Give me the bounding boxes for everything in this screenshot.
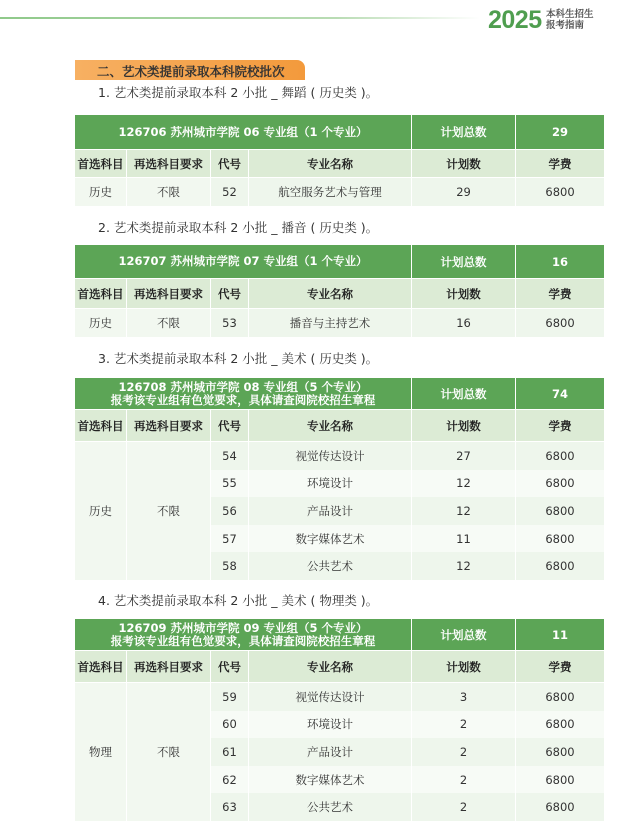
section-title: 二、艺术类提前录取本科院校批次 — [97, 64, 285, 79]
group-header-row — [75, 619, 604, 651]
major-name-cell: 环境设计 — [249, 711, 411, 739]
header-rule — [0, 17, 480, 19]
tuition-cell: 6800 — [516, 178, 604, 206]
plan-total-value: 11 — [516, 619, 604, 651]
group-title — [75, 115, 411, 150]
code-cell: 54 — [211, 442, 248, 470]
table-row — [75, 442, 604, 470]
group-table — [74, 619, 605, 821]
tuition-cell: 6800 — [516, 552, 604, 580]
plan-count-cell: 2 — [412, 766, 515, 794]
column-header: 学费 — [516, 279, 604, 309]
tuition-cell: 6800 — [516, 683, 604, 711]
group-title-line: 报考该专业组有色觉要求，具体请查阅院校招生章程 — [110, 633, 376, 648]
column-header-row — [75, 279, 604, 309]
group-title — [75, 619, 411, 651]
major-name-cell: 环境设计 — [249, 470, 411, 498]
plan-count-cell: 12 — [412, 552, 515, 580]
plan-count-cell: 29 — [412, 178, 515, 206]
column-header: 专业名称 — [249, 150, 411, 178]
tuition-cell: 6800 — [516, 738, 604, 766]
column-header: 学费 — [516, 410, 604, 442]
requirement-cell: 不限 — [127, 442, 210, 580]
major-name-cell: 公共艺术 — [249, 793, 411, 821]
subject-cell: 历史 — [75, 442, 126, 580]
column-header: 学费 — [516, 651, 604, 683]
subject-cell: 物理 — [75, 683, 126, 821]
column-header: 首选科目 — [75, 279, 126, 309]
tuition-cell: 6800 — [516, 497, 604, 525]
guide-subtitle — [546, 9, 594, 31]
plan-count-cell: 2 — [412, 738, 515, 766]
group-header-row — [75, 115, 604, 150]
group-table — [74, 115, 605, 206]
plan-count-cell: 12 — [412, 497, 515, 525]
code-cell: 52 — [211, 178, 248, 206]
column-header-row — [75, 651, 604, 683]
requirement-cell: 不限 — [127, 178, 210, 206]
tuition-cell: 6800 — [516, 309, 604, 337]
column-header: 首选科目 — [75, 410, 126, 442]
column-header: 计划数 — [412, 150, 515, 178]
group-title — [75, 245, 411, 279]
plan-total-value: 16 — [516, 245, 604, 279]
requirement-cell: 不限 — [127, 683, 210, 821]
group-title-line: 126709 苏州城市学院 09 专业组（5 个专业） — [118, 620, 368, 635]
plan-total-label: 计划总数 — [412, 619, 515, 651]
column-header: 再选科目要求 — [127, 279, 210, 309]
code-cell: 53 — [211, 309, 248, 337]
tuition-cell: 6800 — [516, 711, 604, 739]
column-header: 专业名称 — [249, 279, 411, 309]
code-cell: 60 — [211, 711, 248, 739]
column-header: 代号 — [211, 279, 248, 309]
table-row — [75, 178, 604, 206]
plan-count-cell: 11 — [412, 525, 515, 553]
group-heading: 1. 艺术类提前录取本科 2 小批 _ 舞蹈 ( 历史类 )。 — [98, 85, 379, 100]
subtitle-line: 报考指南 — [546, 20, 585, 31]
column-header: 首选科目 — [75, 651, 126, 683]
code-cell: 63 — [211, 793, 248, 821]
column-header: 再选科目要求 — [127, 150, 210, 178]
section-banner — [75, 60, 305, 80]
group-header-row — [75, 378, 604, 410]
requirement-cell: 不限 — [127, 309, 210, 337]
plan-count-cell: 12 — [412, 470, 515, 498]
column-header: 学费 — [516, 150, 604, 178]
subtitle-line: 本科生招生 — [546, 9, 594, 20]
tuition-cell: 6800 — [516, 793, 604, 821]
plan-count-cell: 3 — [412, 683, 515, 711]
column-header-row — [75, 150, 604, 178]
code-cell: 59 — [211, 683, 248, 711]
major-name-cell: 数字媒体艺术 — [249, 525, 411, 553]
group-title — [75, 378, 411, 410]
tuition-cell: 6800 — [516, 442, 604, 470]
major-name-cell: 产品设计 — [249, 497, 411, 525]
column-header: 计划数 — [412, 651, 515, 683]
column-header: 计划数 — [412, 410, 515, 442]
group-title-line: 报考该专业组有色觉要求，具体请查阅院校招生章程 — [110, 392, 376, 407]
column-header: 再选科目要求 — [127, 651, 210, 683]
code-cell: 57 — [211, 525, 248, 553]
code-cell: 58 — [211, 552, 248, 580]
plan-count-cell: 16 — [412, 309, 515, 337]
code-cell: 62 — [211, 766, 248, 794]
group-table — [74, 378, 605, 580]
major-name-cell: 播音与主持艺术 — [249, 309, 411, 337]
major-name-cell: 视觉传达设计 — [249, 442, 411, 470]
subject-cell: 历史 — [75, 178, 126, 206]
column-header: 首选科目 — [75, 150, 126, 178]
plan-total-value: 29 — [516, 115, 604, 150]
code-cell: 55 — [211, 470, 248, 498]
major-name-cell: 航空服务艺术与管理 — [249, 178, 411, 206]
group-title-line: 126706 苏州城市学院 06 专业组（1 个专业） — [118, 124, 368, 139]
major-name-cell: 产品设计 — [249, 738, 411, 766]
plan-total-label: 计划总数 — [412, 115, 515, 150]
table-row — [75, 683, 604, 711]
column-header-row — [75, 410, 604, 442]
group-header-row — [75, 245, 604, 279]
column-header: 专业名称 — [249, 410, 411, 442]
column-header: 代号 — [211, 150, 248, 178]
plan-total-value: 74 — [516, 378, 604, 410]
plan-total-label: 计划总数 — [412, 378, 515, 410]
group-heading: 2. 艺术类提前录取本科 2 小批 _ 播音 ( 历史类 )。 — [98, 220, 379, 235]
group-heading: 4. 艺术类提前录取本科 2 小批 _ 美术 ( 物理类 )。 — [98, 593, 379, 608]
plan-count-cell: 2 — [412, 711, 515, 739]
group-heading: 3. 艺术类提前录取本科 2 小批 _ 美术 ( 历史类 )。 — [98, 351, 379, 366]
tuition-cell: 6800 — [516, 766, 604, 794]
column-header: 计划数 — [412, 279, 515, 309]
column-header: 代号 — [211, 410, 248, 442]
group-table — [74, 245, 605, 337]
column-header: 代号 — [211, 651, 248, 683]
column-header: 再选科目要求 — [127, 410, 210, 442]
group-title-line: 126707 苏州城市学院 07 专业组（1 个专业） — [118, 254, 368, 268]
plan-count-cell: 27 — [412, 442, 515, 470]
code-cell: 61 — [211, 738, 248, 766]
group-title-line: 126708 苏州城市学院 08 专业组（5 个专业） — [118, 379, 368, 394]
major-name-cell: 视觉传达设计 — [249, 683, 411, 711]
plan-count-cell: 2 — [412, 793, 515, 821]
table-row — [75, 309, 604, 337]
subject-cell: 历史 — [75, 309, 126, 337]
guide-year: 2025 — [488, 6, 542, 34]
major-name-cell: 公共艺术 — [249, 552, 411, 580]
major-name-cell: 数字媒体艺术 — [249, 766, 411, 794]
tuition-cell: 6800 — [516, 525, 604, 553]
tuition-cell: 6800 — [516, 470, 604, 498]
column-header: 专业名称 — [249, 651, 411, 683]
plan-total-label: 计划总数 — [412, 245, 515, 279]
code-cell: 56 — [211, 497, 248, 525]
